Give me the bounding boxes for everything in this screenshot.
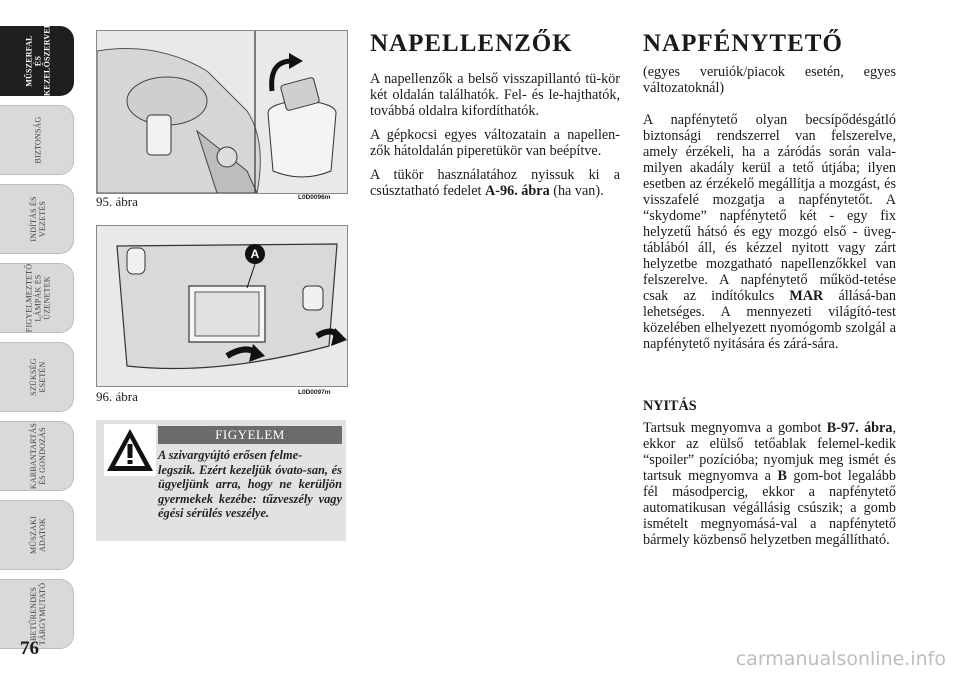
figure-95-caption: 95. ábra	[96, 194, 138, 209]
tab-muszerfal[interactable]: MŰSZERFAL ÉS KEZELŐSZERVEK	[0, 26, 74, 96]
tab-targymutato[interactable]: BETŰRENDES TÁRGYMUTATÓ	[0, 579, 74, 649]
page-number: 76	[20, 638, 39, 659]
figure-96-code: L0D0097m	[298, 389, 331, 396]
napellenzok-body: A napellenzők a belső visszapillantó tü-kör két oldalán találhatók. Fel- és le-hajthatók, továbbá oldalra kifordíthatók. A gépkocsi egyes változatain a napellen-zők hátoldalán piperetükör van beépítve. A tükör használatához nyissuk ki a csúsztatható fedelet A-96. ábra (ha van).	[370, 71, 620, 199]
watermark: carmanualsonline.info	[735, 648, 946, 670]
napfenyteto-body: A napfénytető olyan becsípődésgátló biztonsági rendszerrel van felszerelve, amely érzékeli, ha a záródás során vala-milyen akadály kerül a tető útjába; ilyen esetben az érzékelő megállítja a mozgást, és visszafelé mozgatja a napfénytetőt. A “skydome” napfénytető két - egy fix helyzetű hátsó és egy mozgó első - üveg-táblából áll, és kézzel nyitott vagy zárt helyzetbe mozgatható napellenzőkkel van felszerelve. A napfénytető működ-tetése csak az indítókulcs MAR állásá-ban lehetséges. A mennyezeti világító-test közelében elhelyezett nyomógomb szolgál a napfénytető nyitására és zárá-sára.	[643, 112, 897, 352]
tab-szukseg[interactable]: SZÜKSÉG ESETÉN	[0, 342, 74, 412]
tab-inditas[interactable]: INDÍTÁS ÉS VEZETÉS	[0, 184, 74, 254]
napellenzok-title: NAPELLENZŐK	[370, 30, 573, 57]
figure-96-caption: 96. ábra	[96, 389, 138, 404]
tab-figyelmezteto[interactable]: FIGYELMEZTETŐ LÁMPÁK ÉS ÜZENETEK	[0, 263, 74, 333]
nyitas-heading: NYITÁS	[643, 398, 697, 414]
tab-karbantartas[interactable]: KARBANTARTÁS ÉS GONDOZÁS	[0, 421, 74, 491]
warning-text: A szivargyújtó erősen felme- legszik. Ezért kezeljük óvato-san, és ügyeljünk arra, hogy ne kerüljön gyermekek kezébe: tűzveszély vagy égési sérülés veszélye.	[100, 448, 342, 521]
warning-title: FIGYELEM	[158, 426, 342, 444]
napfenyteto-subtitle: (egyes veruiók/piacok esetén, egyes változatoknál)	[643, 64, 896, 96]
figure-95-image	[96, 30, 348, 194]
svg-text:A: A	[250, 247, 260, 261]
figure-96-image	[96, 225, 348, 387]
tab-muszaki[interactable]: MŰSZAKI ADATOK	[0, 500, 74, 570]
napfenyteto-title: NAPFÉNYTETŐ	[643, 30, 843, 57]
nyitas-body: Tartsuk megnyomva a gombot B-97. ábra, ekkor az elülső tetőablak felemel-kedik “spoiler” pozícióba; nyomjuk meg ismét és tartsuk megnyomva a B gom-bot legalább fél másodpercig, ekkor a napfénytető automatikusan végállásig csúszik; a gomb ismételt megnyomásá-val a napfénytető bármely közbenső helyzetben megállítható.	[643, 420, 896, 548]
warning-text-rest: legszik. Ezért kezeljük óvato-san, és ügyeljünk arra, hogy ne kerüljön gyermekek kezébe: tűzveszély vagy égési sérülés veszélye.	[158, 462, 342, 521]
tab-biztonsag[interactable]: BIZTONSÁG	[0, 105, 74, 175]
figure-95-code: L0D0096m	[298, 194, 331, 201]
